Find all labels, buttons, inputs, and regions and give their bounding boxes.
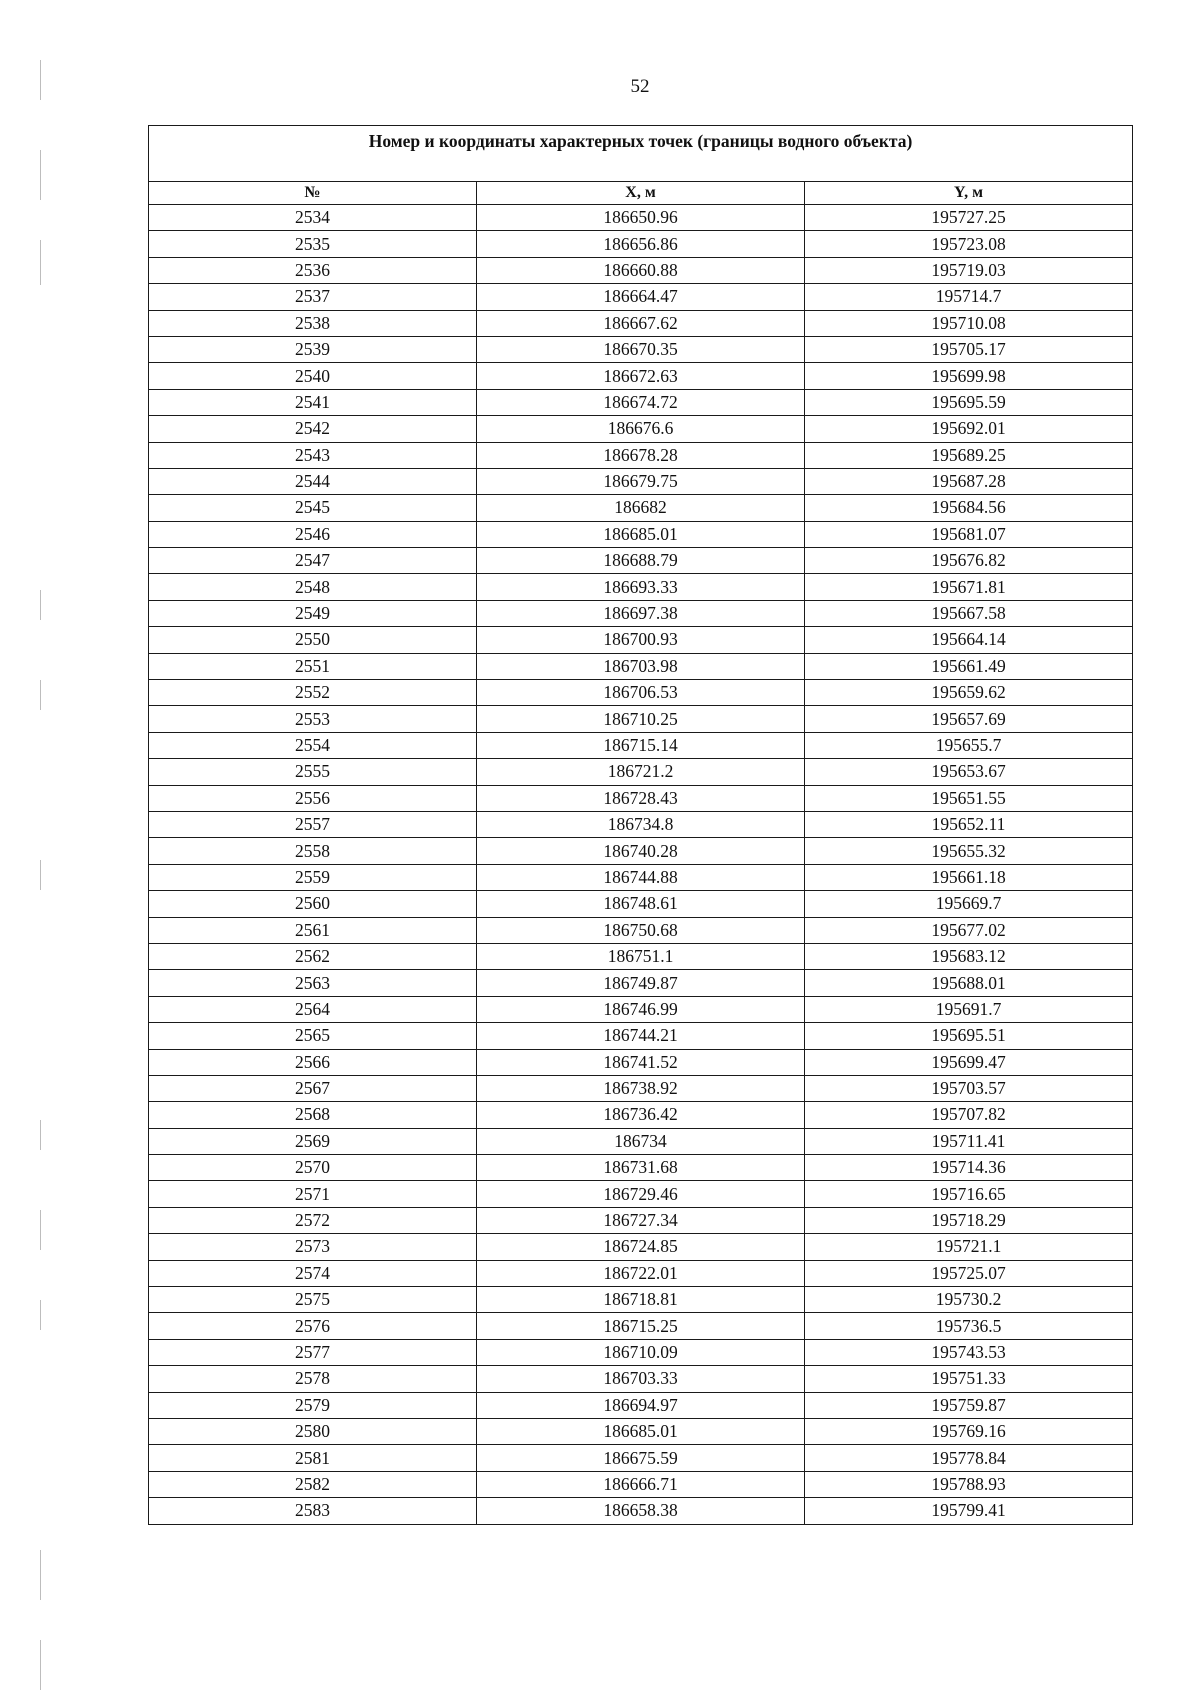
- scan-edge-marks: [40, 0, 44, 1700]
- coordinates-table-container: [148, 125, 1132, 1525]
- table-row: [149, 1049, 1133, 1075]
- y-coordinate-cell: 195689.25: [805, 442, 1133, 468]
- x-coordinate-cell: 186740.28: [477, 838, 805, 864]
- y-coordinate-cell: 195683.12: [805, 943, 1133, 969]
- table-row: [149, 627, 1133, 653]
- table-row: [149, 495, 1133, 521]
- y-coordinate-cell: 195669.7: [805, 891, 1133, 917]
- point-number-cell: 2536: [149, 257, 477, 283]
- y-coordinate-cell: 195718.29: [805, 1207, 1133, 1233]
- point-number-cell: 2563: [149, 970, 477, 996]
- y-coordinate-cell: 195667.58: [805, 600, 1133, 626]
- y-coordinate-cell: 195725.07: [805, 1260, 1133, 1286]
- point-number-cell: 2548: [149, 574, 477, 600]
- x-coordinate-cell: 186710.09: [477, 1339, 805, 1365]
- point-number-cell: 2560: [149, 891, 477, 917]
- point-number-cell: 2565: [149, 1023, 477, 1049]
- y-coordinate-cell: 195714.36: [805, 1155, 1133, 1181]
- point-number-cell: 2553: [149, 706, 477, 732]
- point-number-cell: 2571: [149, 1181, 477, 1207]
- x-coordinate-cell: 186715.14: [477, 732, 805, 758]
- x-coordinate-cell: 186744.88: [477, 864, 805, 890]
- x-coordinate-cell: 186688.79: [477, 548, 805, 574]
- x-coordinate-cell: 186676.6: [477, 416, 805, 442]
- point-number-cell: 2572: [149, 1207, 477, 1233]
- point-number-cell: 2555: [149, 759, 477, 785]
- x-coordinate-cell: 186706.53: [477, 680, 805, 706]
- table-row: [149, 1339, 1133, 1365]
- table-row: [149, 970, 1133, 996]
- x-coordinate-cell: 186693.33: [477, 574, 805, 600]
- y-coordinate-cell: 195681.07: [805, 521, 1133, 547]
- table-row: [149, 1498, 1133, 1524]
- x-coordinate-cell: 186734.8: [477, 811, 805, 837]
- y-coordinate-cell: 195714.7: [805, 284, 1133, 310]
- table-row: [149, 706, 1133, 732]
- table-row: [149, 284, 1133, 310]
- table-row: [149, 785, 1133, 811]
- point-number-cell: 2577: [149, 1339, 477, 1365]
- point-number-cell: 2557: [149, 811, 477, 837]
- table-row: [149, 1313, 1133, 1339]
- table-row: [149, 864, 1133, 890]
- y-coordinate-cell: 195707.82: [805, 1102, 1133, 1128]
- y-coordinate-cell: 195730.2: [805, 1287, 1133, 1313]
- point-number-cell: 2559: [149, 864, 477, 890]
- point-number-cell: 2566: [149, 1049, 477, 1075]
- point-number-cell: 2568: [149, 1102, 477, 1128]
- y-coordinate-cell: 195710.08: [805, 310, 1133, 336]
- x-coordinate-cell: 186750.68: [477, 917, 805, 943]
- point-number-cell: 2539: [149, 336, 477, 362]
- x-coordinate-cell: 186685.01: [477, 521, 805, 547]
- table-row: [149, 231, 1133, 257]
- y-coordinate-cell: 195799.41: [805, 1498, 1133, 1524]
- x-coordinate-cell: 186727.34: [477, 1207, 805, 1233]
- table-row: [149, 336, 1133, 362]
- x-coordinate-cell: 186703.98: [477, 653, 805, 679]
- y-coordinate-cell: 195684.56: [805, 495, 1133, 521]
- y-coordinate-cell: 195716.65: [805, 1181, 1133, 1207]
- y-coordinate-cell: 195723.08: [805, 231, 1133, 257]
- point-number-cell: 2575: [149, 1287, 477, 1313]
- y-coordinate-cell: 195691.7: [805, 996, 1133, 1022]
- x-coordinate-cell: 186666.71: [477, 1471, 805, 1497]
- y-coordinate-cell: 195677.02: [805, 917, 1133, 943]
- point-number-cell: 2573: [149, 1234, 477, 1260]
- coordinates-table: [148, 125, 1133, 1525]
- x-coordinate-cell: 186650.96: [477, 205, 805, 231]
- y-coordinate-cell: 195687.28: [805, 468, 1133, 494]
- point-number-cell: 2582: [149, 1471, 477, 1497]
- table-row: [149, 917, 1133, 943]
- y-coordinate-cell: 195705.17: [805, 336, 1133, 362]
- x-coordinate-cell: 186751.1: [477, 943, 805, 969]
- x-coordinate-cell: 186722.01: [477, 1260, 805, 1286]
- point-number-cell: 2567: [149, 1075, 477, 1101]
- y-coordinate-cell: 195703.57: [805, 1075, 1133, 1101]
- table-row: [149, 574, 1133, 600]
- table-row: [149, 1155, 1133, 1181]
- table-row: [149, 891, 1133, 917]
- table-row: [149, 548, 1133, 574]
- point-number-cell: 2578: [149, 1366, 477, 1392]
- x-coordinate-cell: 186736.42: [477, 1102, 805, 1128]
- x-coordinate-cell: 186729.46: [477, 1181, 805, 1207]
- table-row: [149, 943, 1133, 969]
- point-number-cell: 2541: [149, 389, 477, 415]
- y-coordinate-cell: 195692.01: [805, 416, 1133, 442]
- table-row: [149, 600, 1133, 626]
- point-number-cell: 2579: [149, 1392, 477, 1418]
- y-coordinate-cell: 195664.14: [805, 627, 1133, 653]
- y-coordinate-cell: 195727.25: [805, 205, 1133, 231]
- point-number-cell: 2569: [149, 1128, 477, 1154]
- x-coordinate-cell: 186715.25: [477, 1313, 805, 1339]
- table-row: [149, 389, 1133, 415]
- y-coordinate-cell: 195661.49: [805, 653, 1133, 679]
- y-coordinate-cell: 195743.53: [805, 1339, 1133, 1365]
- y-coordinate-cell: 195778.84: [805, 1445, 1133, 1471]
- table-row: [149, 1075, 1133, 1101]
- table-row: [149, 996, 1133, 1022]
- x-coordinate-cell: 186664.47: [477, 284, 805, 310]
- x-coordinate-cell: 186678.28: [477, 442, 805, 468]
- table-row: [149, 732, 1133, 758]
- table-row: [149, 1418, 1133, 1444]
- table-row: [149, 1260, 1133, 1286]
- x-coordinate-cell: 186679.75: [477, 468, 805, 494]
- table-row: [149, 1207, 1133, 1233]
- table-row: [149, 1181, 1133, 1207]
- point-number-cell: 2564: [149, 996, 477, 1022]
- table-row: [149, 416, 1133, 442]
- table-row: [149, 838, 1133, 864]
- y-coordinate-cell: 195671.81: [805, 574, 1133, 600]
- point-number-cell: 2576: [149, 1313, 477, 1339]
- table-row: [149, 653, 1133, 679]
- y-coordinate-cell: 195721.1: [805, 1234, 1133, 1260]
- point-number-cell: 2562: [149, 943, 477, 969]
- point-number-cell: 2549: [149, 600, 477, 626]
- x-coordinate-cell: 186710.25: [477, 706, 805, 732]
- point-number-cell: 2554: [149, 732, 477, 758]
- table-row: [149, 759, 1133, 785]
- y-coordinate-cell: 195695.59: [805, 389, 1133, 415]
- x-coordinate-cell: 186718.81: [477, 1287, 805, 1313]
- point-number-cell: 2544: [149, 468, 477, 494]
- point-number-cell: 2534: [149, 205, 477, 231]
- point-number-cell: 2556: [149, 785, 477, 811]
- y-coordinate-cell: 195736.5: [805, 1313, 1133, 1339]
- table-row: [149, 1234, 1133, 1260]
- y-coordinate-cell: 195688.01: [805, 970, 1133, 996]
- y-coordinate-cell: 195652.11: [805, 811, 1133, 837]
- y-coordinate-cell: 195759.87: [805, 1392, 1133, 1418]
- x-coordinate-cell: 186721.2: [477, 759, 805, 785]
- point-number-cell: 2583: [149, 1498, 477, 1524]
- table-row: [149, 680, 1133, 706]
- table-row: [149, 468, 1133, 494]
- table-row: [149, 1392, 1133, 1418]
- table-row: [149, 363, 1133, 389]
- y-coordinate-cell: 195655.32: [805, 838, 1133, 864]
- point-number-cell: 2558: [149, 838, 477, 864]
- table-row: [149, 1445, 1133, 1471]
- point-number-cell: 2574: [149, 1260, 477, 1286]
- table-row: [149, 1102, 1133, 1128]
- x-coordinate-cell: 186667.62: [477, 310, 805, 336]
- table-body: [149, 205, 1133, 1525]
- y-coordinate-cell: 195699.98: [805, 363, 1133, 389]
- column-header-number: №: [149, 182, 477, 205]
- table-header-row: [149, 182, 1133, 205]
- column-header-y: Y, м: [805, 182, 1133, 205]
- point-number-cell: 2580: [149, 1418, 477, 1444]
- x-coordinate-cell: 186748.61: [477, 891, 805, 917]
- y-coordinate-cell: 195719.03: [805, 257, 1133, 283]
- y-coordinate-cell: 195657.69: [805, 706, 1133, 732]
- y-coordinate-cell: 195695.51: [805, 1023, 1133, 1049]
- x-coordinate-cell: 186744.21: [477, 1023, 805, 1049]
- point-number-cell: 2546: [149, 521, 477, 547]
- point-number-cell: 2550: [149, 627, 477, 653]
- y-coordinate-cell: 195661.18: [805, 864, 1133, 890]
- x-coordinate-cell: 186672.63: [477, 363, 805, 389]
- table-row: [149, 442, 1133, 468]
- x-coordinate-cell: 186658.38: [477, 1498, 805, 1524]
- y-coordinate-cell: 195788.93: [805, 1471, 1133, 1497]
- table-row: [149, 205, 1133, 231]
- x-coordinate-cell: 186731.68: [477, 1155, 805, 1181]
- x-coordinate-cell: 186660.88: [477, 257, 805, 283]
- x-coordinate-cell: 186675.59: [477, 1445, 805, 1471]
- point-number-cell: 2537: [149, 284, 477, 310]
- point-number-cell: 2538: [149, 310, 477, 336]
- y-coordinate-cell: 195711.41: [805, 1128, 1133, 1154]
- y-coordinate-cell: 195653.67: [805, 759, 1133, 785]
- table-row: [149, 1287, 1133, 1313]
- point-number-cell: 2535: [149, 231, 477, 257]
- y-coordinate-cell: 195655.7: [805, 732, 1133, 758]
- x-coordinate-cell: 186746.99: [477, 996, 805, 1022]
- point-number-cell: 2547: [149, 548, 477, 574]
- x-coordinate-cell: 186741.52: [477, 1049, 805, 1075]
- point-number-cell: 2581: [149, 1445, 477, 1471]
- x-coordinate-cell: 186724.85: [477, 1234, 805, 1260]
- point-number-cell: 2551: [149, 653, 477, 679]
- x-coordinate-cell: 186700.93: [477, 627, 805, 653]
- x-coordinate-cell: 186670.35: [477, 336, 805, 362]
- x-coordinate-cell: 186694.97: [477, 1392, 805, 1418]
- table-row: [149, 811, 1133, 837]
- x-coordinate-cell: 186682: [477, 495, 805, 521]
- point-number-cell: 2540: [149, 363, 477, 389]
- y-coordinate-cell: 195651.55: [805, 785, 1133, 811]
- table-row: [149, 521, 1133, 547]
- x-coordinate-cell: 186738.92: [477, 1075, 805, 1101]
- column-header-x: X, м: [477, 182, 805, 205]
- point-number-cell: 2542: [149, 416, 477, 442]
- point-number-cell: 2543: [149, 442, 477, 468]
- x-coordinate-cell: 186674.72: [477, 389, 805, 415]
- point-number-cell: 2552: [149, 680, 477, 706]
- y-coordinate-cell: 195751.33: [805, 1366, 1133, 1392]
- table-title: Номер и координаты характерных точек (границы водного объекта): [149, 126, 1133, 182]
- x-coordinate-cell: 186697.38: [477, 600, 805, 626]
- y-coordinate-cell: 195659.62: [805, 680, 1133, 706]
- y-coordinate-cell: 195676.82: [805, 548, 1133, 574]
- table-row: [149, 1023, 1133, 1049]
- table-row: [149, 257, 1133, 283]
- x-coordinate-cell: 186685.01: [477, 1418, 805, 1444]
- x-coordinate-cell: 186656.86: [477, 231, 805, 257]
- x-coordinate-cell: 186703.33: [477, 1366, 805, 1392]
- x-coordinate-cell: 186728.43: [477, 785, 805, 811]
- table-row: [149, 1366, 1133, 1392]
- point-number-cell: 2570: [149, 1155, 477, 1181]
- y-coordinate-cell: 195769.16: [805, 1418, 1133, 1444]
- table-row: [149, 1471, 1133, 1497]
- x-coordinate-cell: 186749.87: [477, 970, 805, 996]
- point-number-cell: 2561: [149, 917, 477, 943]
- table-row: [149, 310, 1133, 336]
- point-number-cell: 2545: [149, 495, 477, 521]
- x-coordinate-cell: 186734: [477, 1128, 805, 1154]
- page-number: 52: [630, 76, 650, 97]
- y-coordinate-cell: 195699.47: [805, 1049, 1133, 1075]
- table-row: [149, 1128, 1133, 1154]
